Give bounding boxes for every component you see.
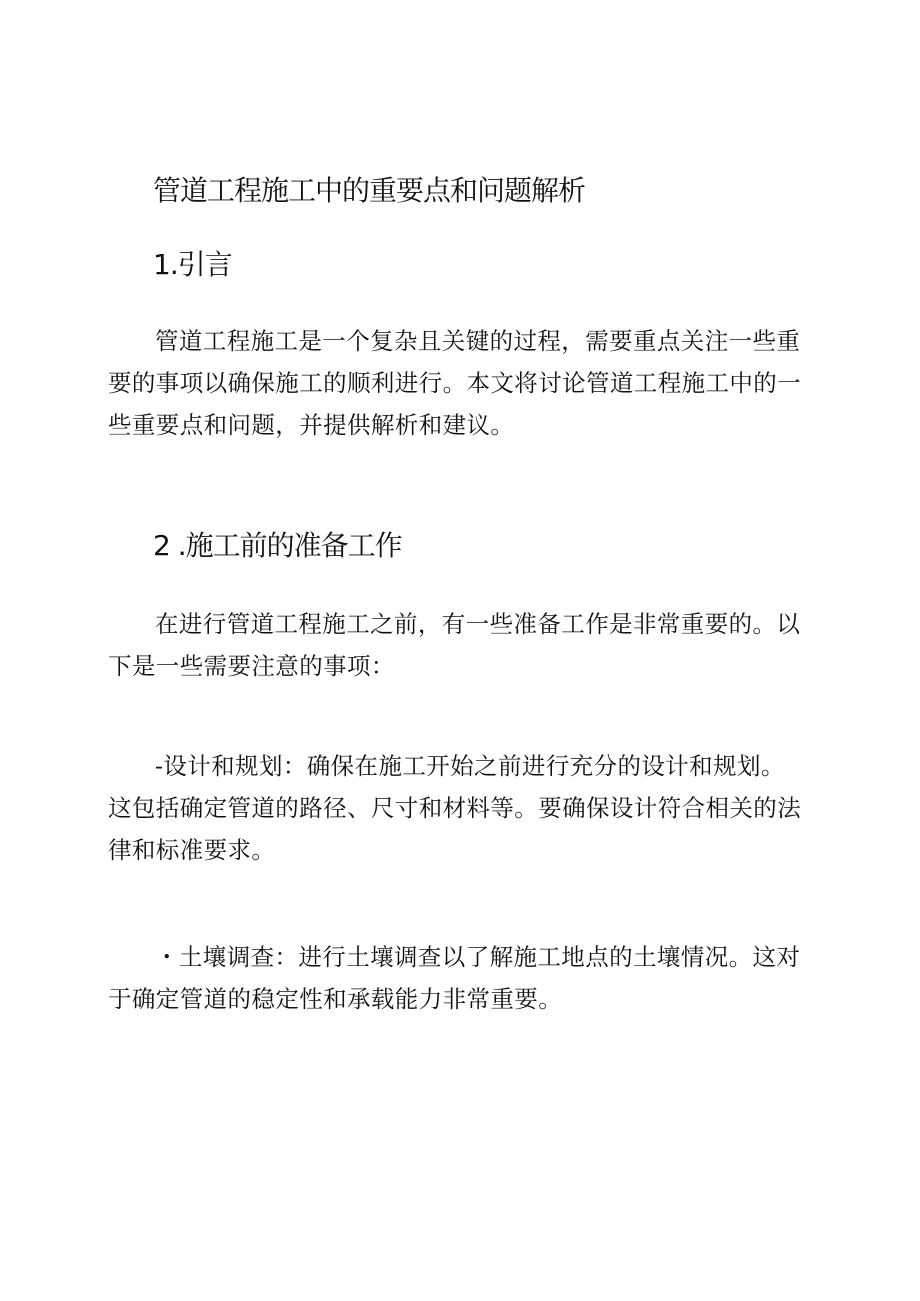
section-heading-introduction: 1.引言 [153,248,232,281]
soil-survey-item: ・土壤调查：进行土壤调查以了解施工地点的土壤情况。这对于确定管道的稳定性和承载能力非常重要。 [108,943,801,1013]
design-planning-item: -设计和规划：确保在施工开始之前进行充分的设计和规划。这包括确定管道的路径、尺寸和材料等。要确保设计符合相关的法律和标准要求。 [108,752,802,864]
introduction-paragraph: 管道工程施工是一个复杂且关键的过程，需要重点关注一些重要的事项以确保施工的顺利进行。本文将讨论管道工程施工中的一些重要点和问题，并提供解析和建议。 [108,327,802,439]
document-title: 管道工程施工中的重要点和问题解析 [153,174,586,207]
preparation-intro-paragraph: 在进行管道工程施工之前，有一些准备工作是非常重要的。以下是一些需要注意的事项： [108,610,801,680]
section-heading-preparation: 2 .施工前的准备工作 [153,529,402,562]
